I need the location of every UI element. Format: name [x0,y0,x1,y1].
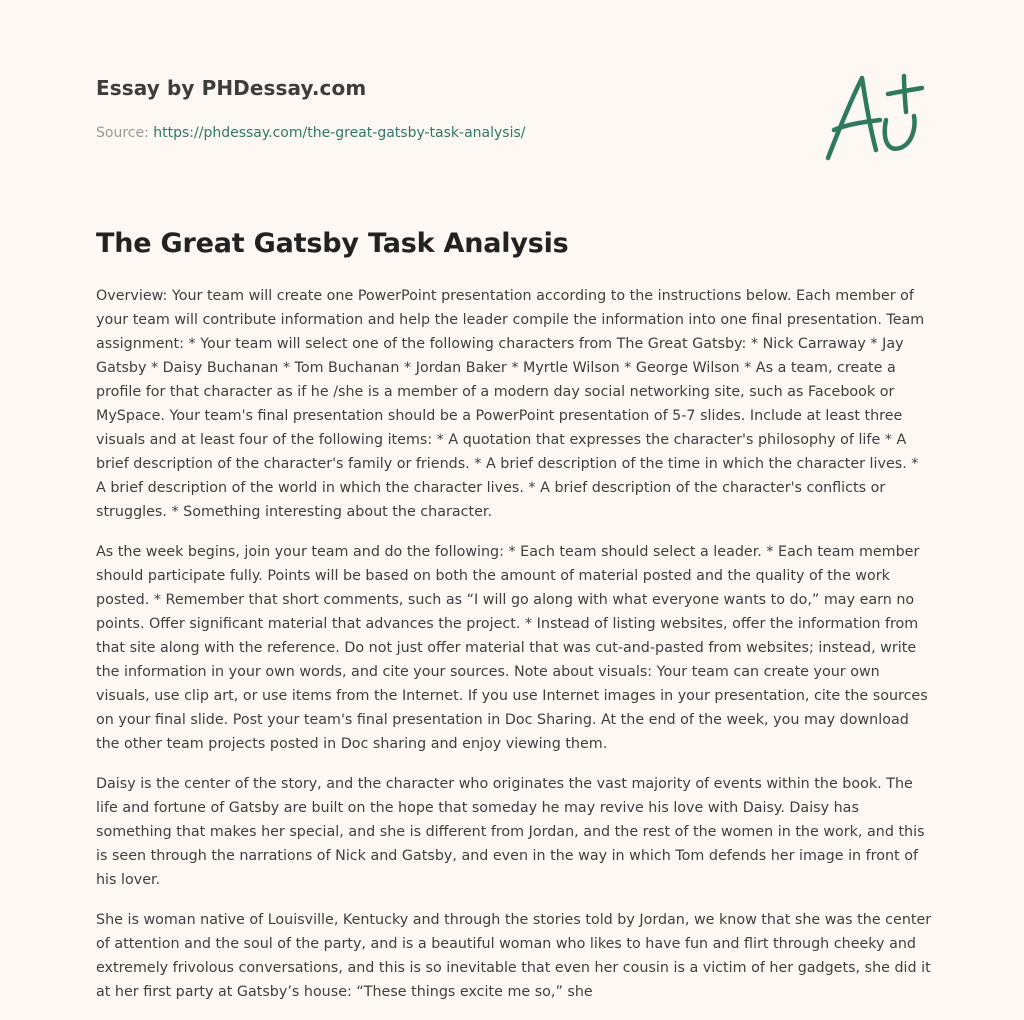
a-plus-logo [818,66,930,166]
paragraph-week-instructions: As the week begins, join your team and do the following: * Each team should select a leader. * Each team member should participate fully. Points will be based on both the amount of material posted and the quality of the work posted. * Remember that short comments, such as “I will go along with what everyone wants to do,” may earn no points. Offer significant material that advances the project. * Instead of listing websites, offer the information from that site along with the reference. Do not just offer material that was cut-and-pasted from websites; instead, write the information in your own words, and cite your sources. Note about visuals: Your team can create your own visuals, use clip art, or use items from the Internet. If you use Internet images in your presentation, cite the sources on your final slide. Post your team's final presentation in Doc Sharing. At the end of the week, you may download the other team projects posted in Doc sharing and enjoy viewing them. [96,544,928,752]
site-brand: Essay by PHDessay.com [96,76,367,100]
source-line [96,125,796,141]
paragraph-overview: Overview: Your team will create one PowerPoint presentation according to the instructions below. Each member of your team will contribute information and help the leader compile the information into one final presentation. Team assignment: * Your team will select one of the following characters from The Great Gatsby: * Nick Carraway * Jay Gatsby * Daisy Buchanan * Tom Buchanan * Jordan Baker * Myrtle Wilson * George Wilson * As a team, create a profile for that character as if he /she is a member of a modern day social networking site, such as Facebook or MySpace. Your team's final presentation should be a PowerPoint presentation of 5-7 slides. Include at least three visuals and at least four of the following items: * A quotation that expresses the character's philosophy of life * A brief description of the character's family or friends. * A brief description of the time in which the character lives. * A brief description of the world in which the character lives. * A brief description of the character's conflicts or struggles. * Something interesting about the character. [96,288,925,520]
paragraph-daisy-center: Daisy is the center of the story, and the character who originates the vast majority of events within the book. The life and fortune of Gatsby are built on the hope that someday he may revive his love with Daisy. Daisy has something that makes her special, and she is different from Jordan, and the rest of the women in the work, and this is seen through the narrations of Nick and Gatsby, and even in the way in which Tom defends her image in front of his lover. [96,776,925,888]
essay-body [96,284,932,1020]
paragraph-daisy-native: She is woman native of Louisville, Kentucky and through the stories told by Jordan, we know that she was the center of attention and the soul of the party, and is a beautiful woman who likes to have fun and flirt through cheeky and extremely frivolous conversations, and this is so inevitable that even her cousin is a victim of her gadgets, she did it at her first party at Gatsby’s house: “These things excite me so,” she [96,912,932,1000]
essay-title: The Great Gatsby Task Analysis [96,228,569,259]
site-header [96,76,796,141]
source-link[interactable]: https://phdessay.com/the-great-gatsby-task-analysis/ [153,125,526,141]
source-label: Source: [96,125,154,141]
